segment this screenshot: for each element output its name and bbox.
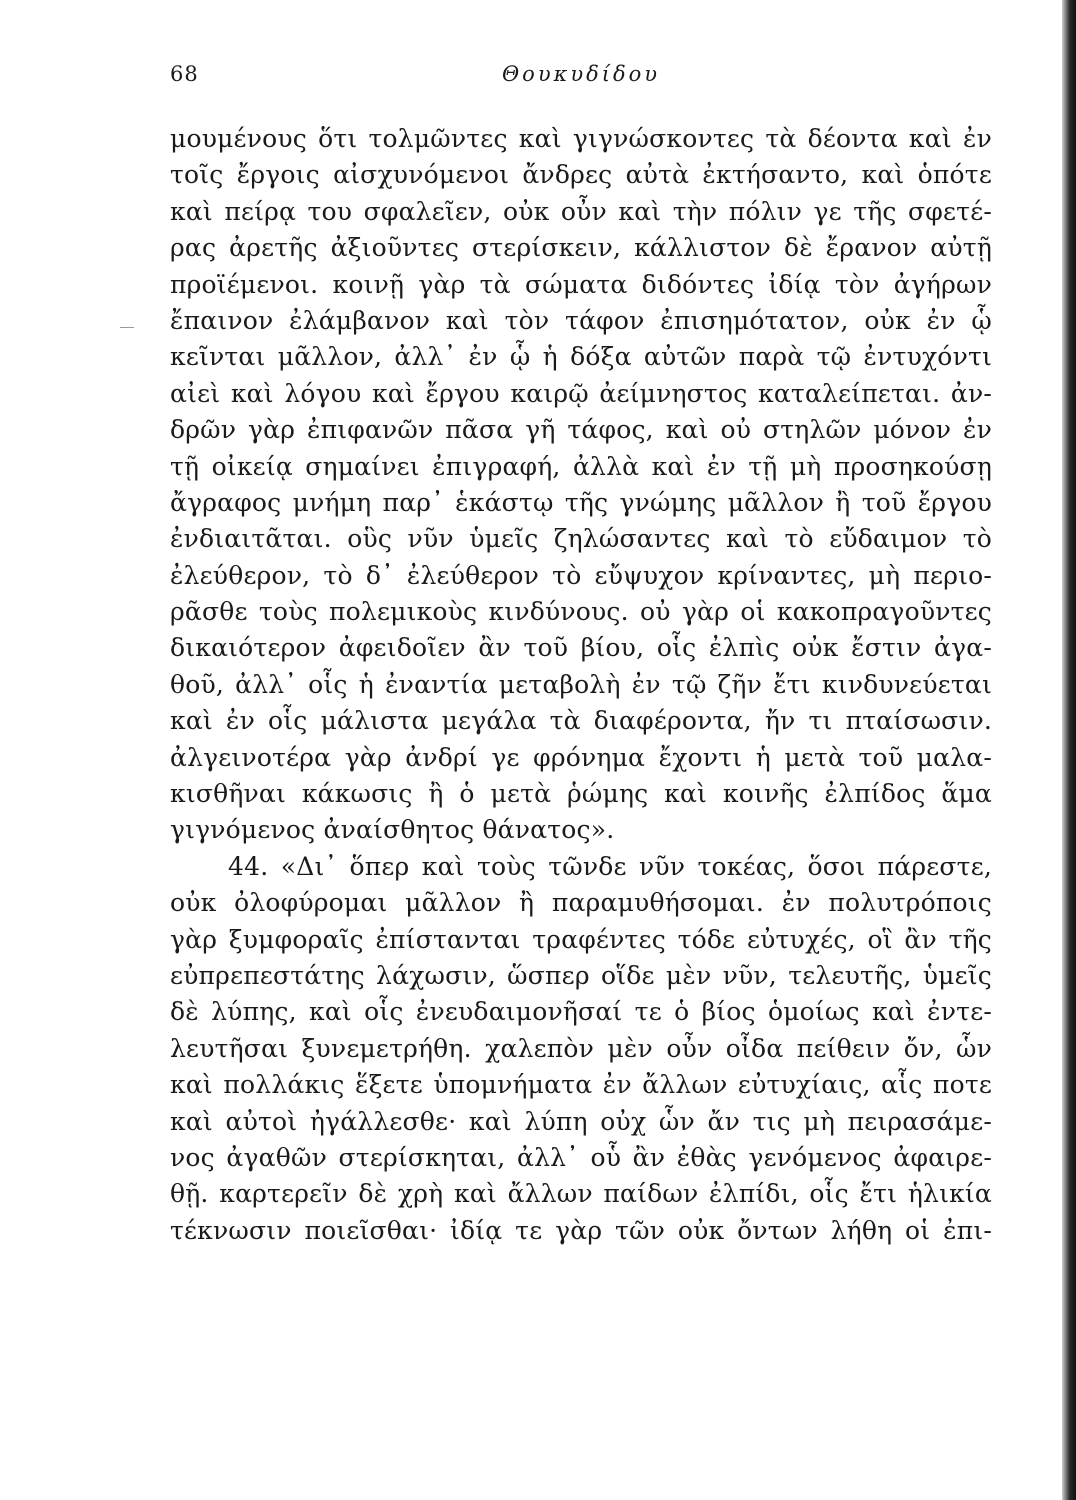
text-line: ἔπαινον ἐλάμβανον καὶ τὸν τάφον ἐπισημότατον, οὐκ ἐν ᾧ — [170, 305, 992, 335]
text-line: αἰεὶ καὶ λόγου καὶ ἔργου καιρῷ ἀείμνηστος καταλείπεται. ἀν- — [170, 378, 992, 408]
text-line: ἐνδιαιτᾶται. οὓς νῦν ὑμεῖς ζηλώσαντες καὶ τὸ εὔδαιμον τὸ — [170, 524, 992, 554]
text-line: δὲ λύπης, καὶ οἷς ἐνευδαιμονῆσαί τε ὁ βίος ὁμοίως καὶ ἐντε- — [170, 997, 992, 1027]
text-line: τοῖς ἔργοις αἰσχυνόμενοι ἄνδρες αὐτὰ ἐκτήσαντο, καὶ ὁπότε — [170, 160, 992, 190]
body-text — [170, 121, 992, 1249]
text-line: κεῖνται μᾶλλον, ἀλλ᾽ ἐν ᾧ ἡ δόξα αὐτῶν παρὰ τῷ ἐντυχόντι — [170, 342, 992, 372]
text-line: ρας ἀρετῆς ἀξιοῦντες στερίσκειν, κάλλιστον δὲ ἔρανον αὐτῇ — [170, 233, 992, 263]
paragraph-end-line: γιγνόμενος ἀναίσθητος θάνατος». — [170, 815, 615, 845]
page-edge-shadow — [1062, 0, 1076, 1500]
text-line: τῇ οἰκείᾳ σημαίνει ἐπιγραφή, ἀλλὰ καὶ ἐν τῇ μὴ προσηκούσῃ — [170, 451, 992, 481]
section-44-first-line: 44. «Δι᾽ ὅπερ καὶ τοὺς τῶνδε νῦν τοκέας, ὅσοι πάρεστε, — [228, 851, 992, 881]
text-line: εὐπρεπεστάτης λάχωσιν, ὥσπερ οἵδε μὲν νῦν, τελευτῆς, ὑμεῖς — [170, 960, 992, 990]
text-line: καὶ αὐτοὶ ἠγάλλεσθε· καὶ λύπη οὐχ ὧν ἄν τις μὴ πειρασάμε- — [170, 1106, 992, 1136]
page-number: 68 — [170, 62, 199, 86]
book-title: Θουκυδίδου — [501, 62, 661, 86]
text-line: τέκνωσιν ποιεῖσθαι· ἰδίᾳ τε γὰρ τῶν οὐκ ὄντων λήθη οἱ ἐπι- — [170, 1215, 992, 1245]
text-line: ἄγραφος μνήμη παρ᾽ ἑκάστῳ τῆς γνώμης μᾶλλον ἢ τοῦ ἔργου — [170, 487, 992, 517]
text-line: καὶ πείρᾳ του σφαλεῖεν, οὐκ οὖν καὶ τὴν πόλιν γε τῆς σφετέ- — [170, 196, 992, 226]
text-line: δρῶν γὰρ ἐπιφανῶν πᾶσα γῆ τάφος, καὶ οὐ στηλῶν μόνον ἐν — [170, 415, 992, 445]
text-line: μουμένους ὅτι τολμῶντες καὶ γιγνώσκοντες τὰ δέοντα καὶ ἐν — [170, 124, 992, 153]
text-line: γὰρ ξυμφοραῖς ἐπίστανται τραφέντες τόδε εὐτυχές, οἳ ἂν τῆς — [170, 924, 992, 954]
text-line: κισθῆναι κάκωσις ἢ ὁ μετὰ ῥώμης καὶ κοινῆς ἐλπίδος ἅμα — [170, 779, 992, 809]
text-line: καὶ ἐν οἷς μάλιστα μεγάλα τὰ διαφέροντα, ἤν τι πταίσωσιν. — [170, 706, 992, 736]
text-line: νος ἀγαθῶν στερίσκηται, ἀλλ᾽ οὗ ἂν ἐθὰς γενόμενος ἀφαιρε- — [170, 1142, 992, 1172]
text-line: ἀλγεινοτέρα γὰρ ἀνδρί γε φρόνημα ἔχοντι ἡ μετὰ τοῦ μαλα- — [170, 742, 992, 772]
text-line: λευτῆσαι ξυνεμετρήθη. χαλεπὸν μὲν οὖν οἶδα πείθειν ὄν, ὧν — [170, 1033, 992, 1063]
text-line: θῇ. καρτερεῖν δὲ χρὴ καὶ ἄλλων παίδων ἐλπίδι, οἷς ἔτι ἡλικία — [170, 1179, 992, 1209]
text-line: οὐκ ὀλοφύρομαι μᾶλλον ἢ παραμυθήσομαι. ἐν πολυτρόποις — [170, 888, 992, 918]
text-line: θοῦ, ἀλλ᾽ οἷς ἡ ἐναντία μεταβολὴ ἐν τῷ ζῆν ἔτι κινδυνεύεται — [170, 669, 992, 699]
text-line: ἐλεύθερον, τὸ δ᾽ ἐλεύθερον τὸ εὔψυχον κρίναντες, μὴ περιο- — [170, 560, 992, 590]
text-line: προϊέμενοι. κοινῇ γὰρ τὰ σώματα διδόντες ἰδίᾳ τὸν ἀγήρων — [170, 269, 992, 299]
margin-mark — [120, 327, 134, 328]
text-line: ρᾶσθε τοὺς πολεμικοὺς κινδύνους. οὐ γὰρ οἱ κακοπραγοῦντες — [170, 597, 992, 627]
text-line: δικαιότερον ἀφειδοῖεν ἂν τοῦ βίου, οἷς ἐλπὶς οὐκ ἔστιν ἀγα- — [170, 633, 992, 663]
running-head — [170, 62, 992, 92]
text-line: καὶ πολλάκις ἕξετε ὑπομνήματα ἐν ἄλλων εὐτυχίαις, αἷς ποτε — [170, 1070, 992, 1100]
